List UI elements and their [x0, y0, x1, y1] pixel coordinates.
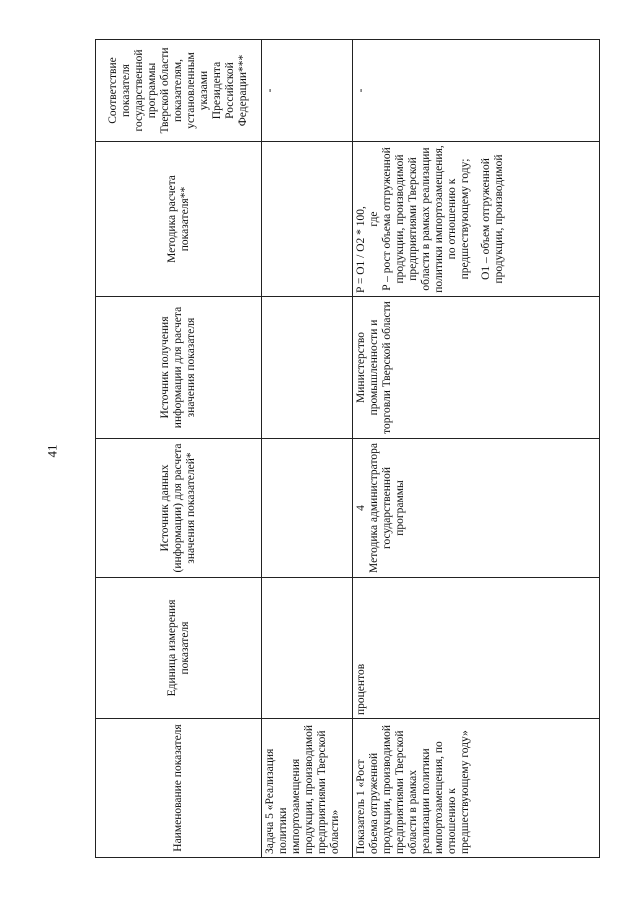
table-header-row — [96, 40, 262, 858]
indicator-info-source: Министерство промышленности и торговли Тверской области — [353, 297, 600, 439]
header-unit: Единица измерения показателя — [96, 578, 262, 719]
indicator-data-source-num: 4 — [355, 505, 367, 511]
indicators-table — [95, 39, 600, 858]
table-row-task — [262, 40, 353, 858]
method-o1-definition: O1 – объем отгруженной продукции, производимой — [480, 154, 505, 284]
indicator-name: Показатель 1 «Рост объема отгруженной продукции, производимой предприятиями Тверской области в рамках реализации политики импортозамещения, по отношению к предшествующему году» — [353, 719, 600, 858]
header-info-source: Источник получения информации для расчета значения показателя — [96, 297, 262, 439]
task-unit — [262, 578, 353, 719]
task-compliance: - — [262, 40, 353, 142]
page-number: 41 — [44, 444, 60, 458]
task-data-source — [262, 439, 353, 578]
indicator-method-cell — [353, 142, 600, 297]
rotated-table-wrapper — [95, 40, 600, 858]
header-method: Методика расчета показателя** — [96, 142, 262, 297]
header-compliance: Соответствие показателя государственной программы Тверской области показателям, установленным указами Президента Российской Федерации*** — [96, 40, 262, 142]
indicator-data-source: Методика администратора государственной программы — [368, 443, 406, 573]
header-indicator-name: Наименование показателя — [96, 719, 262, 858]
indicator-unit: процентов — [353, 578, 600, 719]
method-p-definition: P – рост объема отгруженной продукции, производимой предприятиями Тверской области в рамках реализации политики импортозамещения, по отношению к предшествующему году; — [381, 145, 471, 293]
indicator-compliance: - — [353, 40, 600, 142]
task-method — [262, 142, 353, 297]
method-where: где — [368, 211, 380, 227]
method-formula: P = O1 / O2 * 100, — [355, 206, 367, 293]
task-name: Задача 5 «Реализация политики импортозамещения продукции, производимой предприятиями Тверской области» — [262, 719, 353, 858]
task-info-source — [262, 297, 353, 439]
table-row-indicator — [353, 40, 600, 858]
header-data-source: Источник данных (информации) для расчета значения показателей* — [96, 439, 262, 578]
indicator-data-source-cell — [353, 439, 600, 578]
